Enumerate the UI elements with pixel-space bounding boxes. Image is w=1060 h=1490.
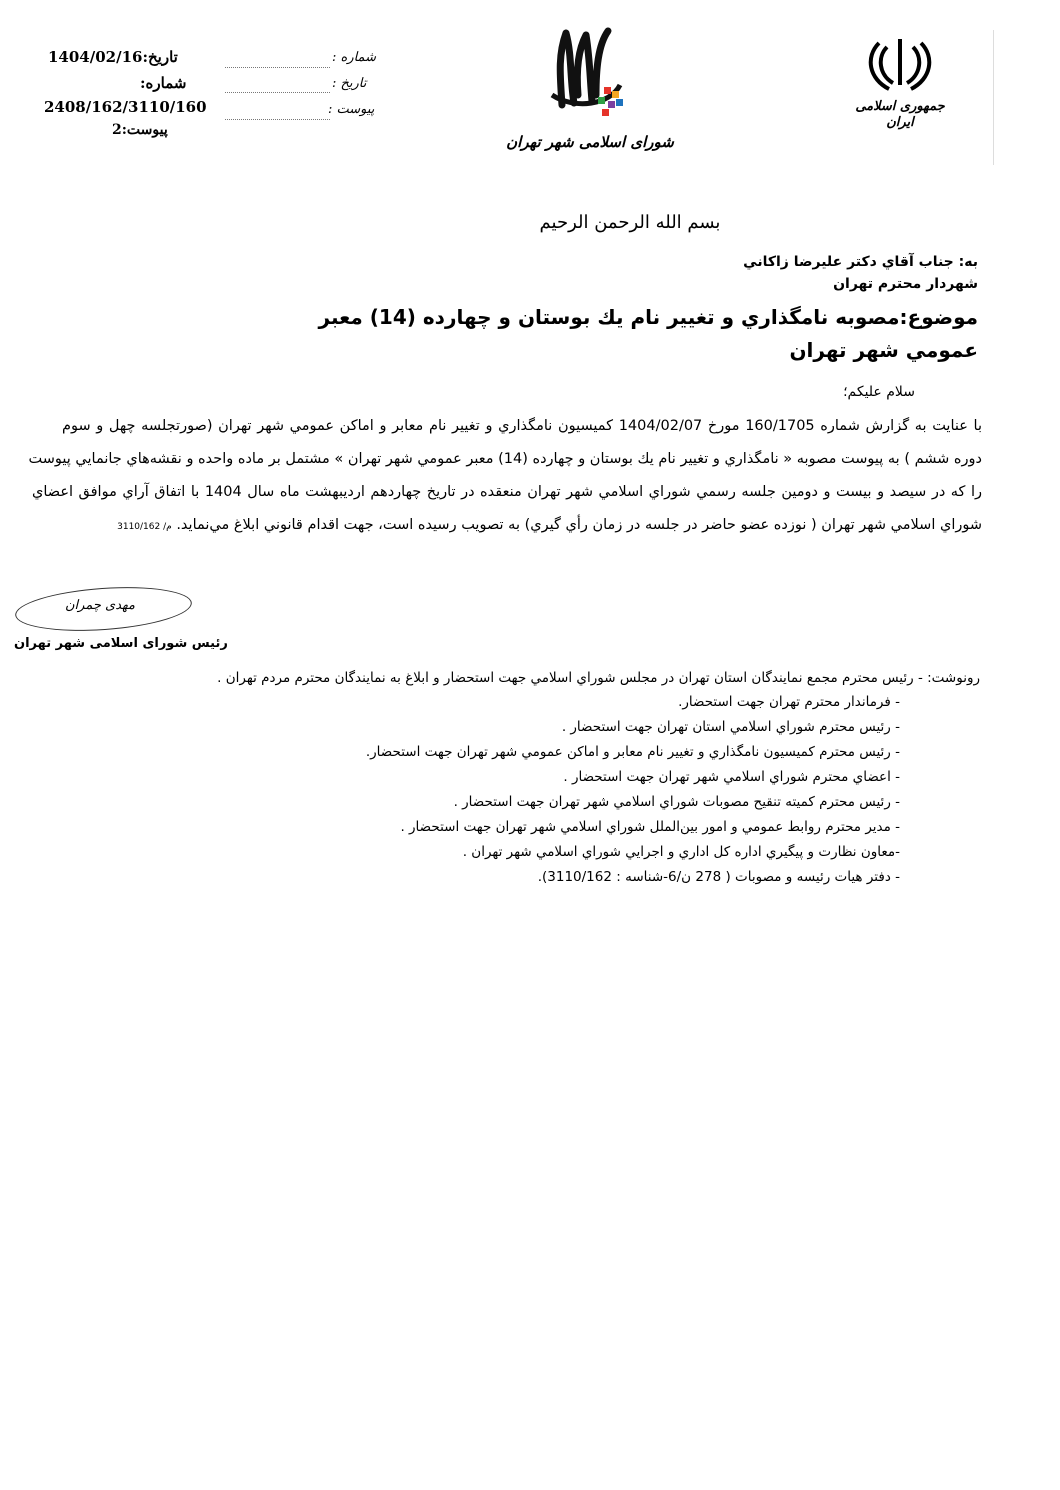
letter-date-label: تاریخ:: [142, 48, 178, 66]
republic-logo-text: جمهوری اسلامی ایران: [855, 99, 945, 130]
body-reference: م/ 3110/162: [117, 522, 172, 532]
letter-attachment-label: پیوست:: [121, 122, 168, 138]
body-line-2: دوره ششم ) به پيوست مصوبه « نامگذاري و تغيير نام يك بوستان و چهارده (14) معبر عمومي شهر تهران » مشتمل بر ماده واحده و نقشه‌هاي جانمايي پيوست: [28, 451, 982, 467]
bismillah: بسم الله الرحمن الرحيم: [539, 212, 721, 233]
subject-line-1: موضوع:مصوبه نامگذاري و تغيير نام يك بوستان و چهارده (14) معبر: [318, 305, 978, 329]
letter-date: [48, 48, 178, 66]
body-line-4: [117, 517, 982, 534]
greeting: سلام عليكم؛: [843, 384, 915, 400]
cc-item: -معاون نظارت و پيگيري اداره كل اداري و اجرايي شوراي اسلامي شهر تهران .: [462, 844, 900, 860]
signature-title: رئیس شورای اسلامی شهر تهران: [14, 636, 228, 651]
letter-number-value: 2408/162/3110/160: [44, 98, 207, 116]
body-line-4-text: شوراي اسلامي شهر تهران ( نوزده عضو حاضر در جلسه در زمان رأي گيري) به تصويب رسيده است، جهت اقدام قانوني ابلاغ مي‌نمايد.: [176, 517, 982, 533]
cc-item: - اعضاي محترم شوراي اسلامي شهر تهران جهت استحضار .: [563, 769, 900, 785]
body-line-3: را كه در سيصد و بيست و دومين جلسه رسمي شوراي اسلامي شهر تهران منعقده در تاريخ چهاردهم ارديبهشت ماه سال 1404 با اتفاق آراي موافق اعضاي: [32, 484, 982, 500]
council-logo: [500, 25, 680, 165]
form-date-line: [225, 91, 330, 93]
form-number-label: شماره :: [332, 50, 376, 65]
letter-attachment-value: 2: [112, 122, 122, 138]
iran-emblem-icon: [865, 35, 935, 95]
recipient-name: به: جناب آقاي دكتر عليرضا زاكاني: [743, 254, 978, 270]
form-date-label: تاریخ :: [332, 76, 367, 91]
form-attachment-line: [225, 118, 330, 120]
form-number-line: [225, 66, 330, 68]
letter-date-value: 1404/02/16: [48, 48, 143, 66]
subject-line-2: عمومي شهر تهران: [789, 338, 978, 362]
form-attachment-label: پیوست :: [328, 102, 375, 117]
cc-item: - رئيس محترم كميسيون نامگذاري و تغيير نام معابر و اماكن عمومي شهر تهران جهت استحضار.: [365, 744, 900, 760]
letter-number-label: شماره:: [140, 74, 187, 92]
cc-item: رونوشت: - رئيس محترم مجمع نمايندگان استان تهران در مجلس شوراي اسلامي جهت استحضار و ابلاغ به نمايندگان محترم مردم تهران .: [217, 670, 980, 686]
republic-logo: [840, 35, 960, 130]
council-logo-text: شورای اسلامی شهر تهران: [506, 133, 674, 152]
body-line-1: با عنايت به گزارش شماره 160/1705 مورخ 1404/02/07 كميسيون نامگذاري و تغيير نام معابر و اماكن عمومي شهر تهران (صورتجلسه چهل و سوم: [62, 418, 983, 434]
signature-name: مهدی چمران: [65, 598, 135, 613]
header-divider: [993, 30, 994, 165]
cc-item: - مدير محترم روابط عمومي و امور بين‌الملل شوراي اسلامي شهر تهران جهت استحضار .: [400, 819, 900, 835]
cc-item: - رئيس محترم كميته تنقيح مصوبات شوراي اسلامي شهر تهران جهت استحضار .: [453, 794, 900, 810]
cc-item: - رئيس محترم شوراي اسلامي استان تهران جهت استحضار .: [561, 719, 900, 735]
council-emblem-icon: [500, 25, 680, 125]
cc-item: - فرماندار محترم تهران جهت استحضار.: [678, 694, 900, 710]
letter-attachment: [112, 122, 168, 139]
cc-item: - دفتر هيات رئيسه و مصوبات ( 278 ن/6-شناسه : 3110/162).: [537, 869, 900, 885]
recipient-title: شهردار محترم تهران: [833, 276, 978, 292]
